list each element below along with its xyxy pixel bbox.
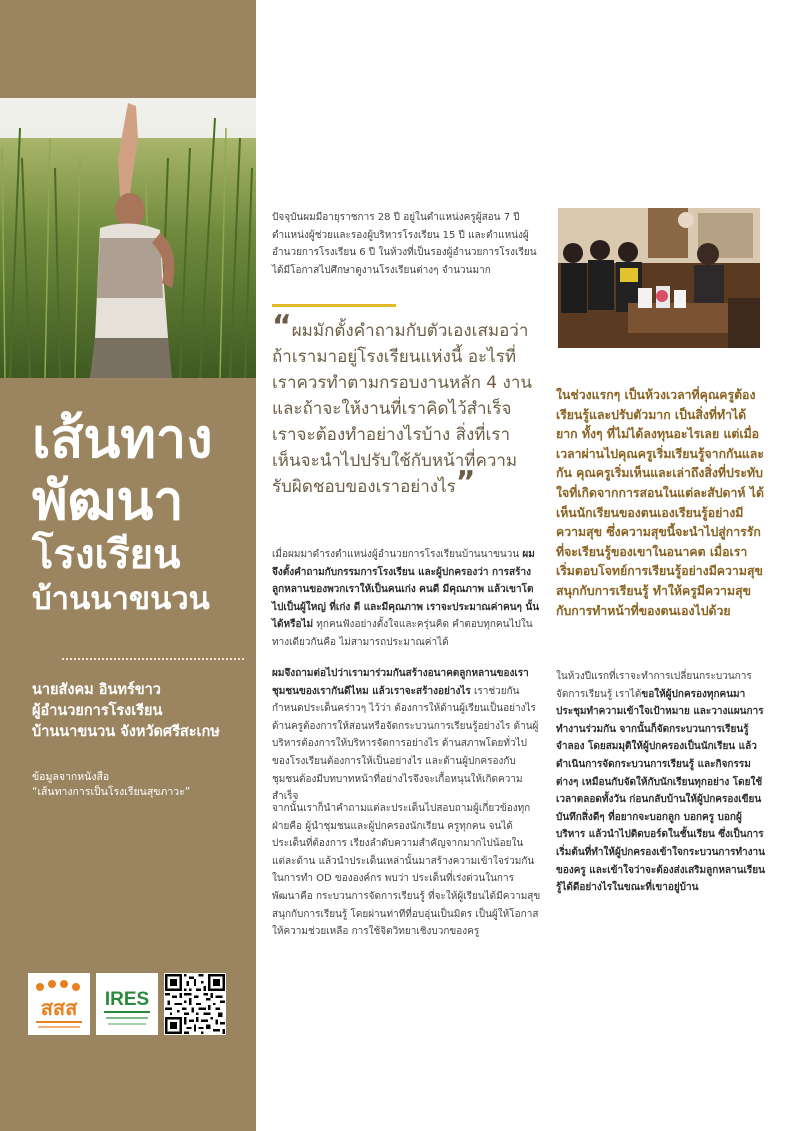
quote-close-mark: ”: [455, 465, 476, 500]
principal-photo: [0, 98, 256, 378]
title-line-2: พัฒนา: [32, 469, 184, 532]
body-paragraph-4: [556, 668, 770, 897]
body-paragraph-1-bold: ผมจึงตั้งคำถามกับกรรมการโรงเรียน และผู้ปกครองว่า การสร้างลูกหลานของพวกเราให้เป็นคนเก่ง คนดี มีคุณภาพ แล้วเขาโตไปเป็นผู้ใหญ่ ที่เก่ง ดี และมีคุณภาพ เราจะประมาณค่าคนๆ นั้นได้หรือไม่: [272, 549, 540, 631]
pull-quote: [272, 309, 534, 500]
body-paragraph-2-text: เราช่วยกันกำหนดประเด็นคร่าวๆ ไว้ว่า ต้องการให้ด้านผู้เรียนเป็นอย่างไร ด้านครูต้องการให้สอนหรือจัดกระบวนการเรียนรู้อย่างไร ด้านผู้บริหารต้องการให้บริหารจัดการอย่างไร ด้านสภาพโดยทั่วไปของโรงเรียนต้องการให้เป็นอย่างไร และด้านผู้ปกครองกับชุมชนต้องมีบทบาทหน้าที่อย่างไรจึงจะเกื้อหนุนให้เกิดความสำเร็จ: [272, 685, 539, 803]
author-block: [32, 680, 250, 743]
body-paragraph-4-bold: ขอให้ผู้ปกครองทุกคนมาประชุมทำความเข้าใจเป้าหมาย และวางแผนการทำงานร่วมกัน จากนั้นก็จัดกระบวนการเรียนรู้จำลอง โดยสมมุติให้ผู้ปกครองเป็นนักเรียน แล้วดำเนินการจัดกระบวนการเรียนรู้ และกิจกรรมต่างๆ เหมือนกับจัดให้กับนักเรียนทุกอย่าง โดยใช้เวลาตลอดทั้งวัน ก่อนกลับบ้านให้ผู้ปกครองเขียนบันทึกสิ่งดีๆ ที่อยากจะบอกลูก บอกครู บอกผู้บริหาร แล้วนำไปติดบอร์ดในชั้นเรียน ซึ่งเป็นการเริ่มต้นที่ทำให้ผู้ปกครองเข้าใจกระบวนการทำงานของครู และเข้าใจว่าจะต้องส่งเสริมลูกหลานเรียนรู้ได้ดีอย่างไรในขณะที่เขาอยู่บ้าน: [556, 688, 765, 894]
author-name: นายสังคม อินทร์ขาว: [32, 682, 161, 698]
intro-paragraph: ปัจจุบันผมมีอายุราชการ 28 ปี อยู่ในตำแหน่งครูผู้สอน 7 ปี ตำแหน่งผู้ช่วยและรองผู้บริหารโรงเรียน 15 ปี และตำแหน่งผู้อำนวยการโรงเรียน 6 ปี ในห้วงที่เป็นรองผู้อำนวยการโรงเรียนได้มีโอกาสไปศึกษาดูงานโรงเรียนต่างๆ จำนวนมาก: [272, 212, 537, 276]
body-paragraph-3: จากนั้นเราก็นำคำถามแต่ละประเด็นไปสอบถามผู้เกี่ยวข้องทุกฝ่ายคือ ผู้นำชุมชนและผู้ปกครองนักเรียน ครูทุกคน จนได้ประเด็นที่ต้องการ เรียงลำดับความสำคัญจากมากไปน้อยในแต่ละด้าน แล้วนำประเด็นเหล่านั้นมาสร้างความเข้าใจร่วมกันในการทำ OD ขององค์กร พบว่า ประเด็นที่เร่งด่วนในการพัฒนาคือ กระบวนการจัดการเรียนรู้ ที่จะให้ผู้เรียนได้มีความสุข สนุกกับการเรียนรู้ โดยผ่านท่าทีที่อบอุ่นเป็นมิตร เป็นผู้ให้โอกาส ให้ความช่วยเหลือ การใช้จิตวิทยาเชิงบวกของครู: [272, 803, 541, 938]
pull-quote-text: ผมมักตั้งคำถามกับตัวเองเสมอว่า ถ้าเรามาอยู่โรงเรียนแห่งนี้ อะไรที่เราควรทำตามกรอบงานหลัก 4 งาน และถ้าจะให้งานที่เราคิดไว้สำเร็จ เราจะต้องทำอย่างไรบ้าง สิ่งที่เราเห็นจะนำไปปรับใช้กับหน้าที่ความรับผิดชอบของเราอย่างไร: [272, 321, 532, 497]
source-note: [32, 770, 250, 800]
sss-logo-text: สสส: [40, 998, 78, 1020]
dotted-divider: [62, 658, 244, 660]
ires-logo: [96, 973, 158, 1035]
author-position: ผู้อำนวยการโรงเรียน: [32, 703, 163, 719]
quote-open-mark: “: [272, 309, 292, 344]
author-school: บ้านนาขนวน จังหวัดศรีสะเกษ: [32, 724, 220, 740]
ires-logo-text: IRES: [104, 989, 150, 1010]
body-paragraph-1: [272, 546, 542, 652]
article-title: [32, 408, 247, 618]
body-paragraph-1-c: ทุกคนฟังอย่างตั้งใจและครุ่นคิด คำตอบทุกคนไปในทางเดียวกันคือ ไม่สามารถประมาณค่าได้: [272, 619, 533, 648]
body-paragraph-2-bold: ผมจึงถามต่อไปว่าเรามาร่วมกันสร้างอนาคตลูกหลานของเรา ชุมชนของเรากันดีไหม แล้วเราจะสร้างอย่างไร: [272, 668, 529, 697]
body-paragraph-4-a: ในห้วงปีแรกที่เราจะทำการเปลี่ยนกระบวนการจัดการเรียนรู้ เราได้: [556, 671, 752, 700]
meeting-photo: [558, 208, 760, 348]
title-line-3: โรงเรียน: [32, 532, 181, 578]
title-line-4: บ้านนาขนวน: [32, 581, 210, 617]
sss-logo: [28, 973, 90, 1035]
title-line-1: เส้นทาง: [32, 407, 213, 470]
qr-code-icon[interactable]: [164, 973, 226, 1035]
highlight-paragraph: ในช่วงแรกๆ เป็นห้วงเวลาที่คุณครูต้องเรียนรู้และปรับตัวมาก เป็นสิ่งที่ทำได้ยาก ทั้งๆ ที่ไม่ได้ลงทุนอะไรเลย แต่เมื่อเวลาผ่านไปคุณครูเริ่มเรียนรู้จากกันและกัน คุณครูเริ่มเห็นและเล่าถึงสิ่งที่ประทับใจที่เกิดจากการสอนในแต่ละสัปดาห์ ได้เห็นนักเรียนของตนเองเรียนรู้อย่างมีความสุข ซึ่งความสุขนี้จะนำไปสู่การรักที่จะเรียนรู้ของเขาในอนาคต เมื่อเราเริ่มตอบโจทย์การเรียนรู้อย่างมีความสุข สนุกกับการเรียนรู้ ทำให้ครูมีความสุขกับการทำหน้าที่ของตนเองไปด้วย: [556, 388, 764, 618]
source-line-2: “เส้นทางการเป็นโรงเรียนสุขภาวะ”: [32, 786, 191, 798]
quote-rule: [272, 304, 396, 307]
body-paragraph-1-a: เมื่อผมมาดำรงตำแหน่งผู้อำนวยการโรงเรียนบ้านนาขนวน: [272, 549, 523, 560]
body-paragraph-2: [272, 665, 542, 806]
logo-row: [28, 973, 226, 1035]
source-line-1: ข้อมูลจากหนังสือ: [32, 771, 110, 783]
